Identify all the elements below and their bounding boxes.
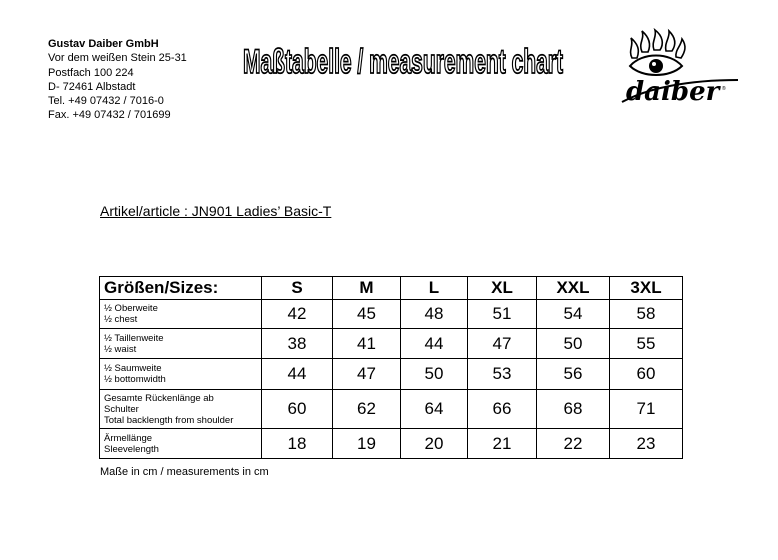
table-cell: 51 <box>468 300 537 329</box>
measure-label: ½ Oberweite ½ chest <box>100 300 262 329</box>
article-title: Artikel/article : JN901 Ladies’ Basic-T <box>100 203 332 219</box>
measure-label: ½ Taillenweite ½ waist <box>100 329 262 359</box>
table-row <box>100 300 683 329</box>
table-cell: 22 <box>537 429 610 459</box>
table-cell: 23 <box>610 429 683 459</box>
company-name: Gustav Daiber GmbH <box>48 38 159 50</box>
table-cell: 45 <box>333 300 401 329</box>
logo-text: daiber <box>626 77 720 107</box>
daiber-logo <box>618 30 740 110</box>
svg-text:®: ® <box>722 86 726 92</box>
size-header: L <box>401 277 468 300</box>
table-cell: 18 <box>262 429 333 459</box>
address-line: D- 72461 Albstadt <box>48 80 136 93</box>
units-footnote: Maße in cm / measurements in cm <box>100 466 269 478</box>
table-cell: 64 <box>401 390 468 429</box>
table-cell: 47 <box>333 359 401 390</box>
daiber-eye-flame-logo-icon <box>618 30 740 110</box>
table-cell: 71 <box>610 390 683 429</box>
table-row <box>100 359 683 390</box>
table-cell: 54 <box>537 300 610 329</box>
company-address-block <box>48 37 187 123</box>
table-cell: 68 <box>537 390 610 429</box>
table-cell: 38 <box>262 329 333 359</box>
table-row <box>100 429 683 459</box>
table-cell: 42 <box>262 300 333 329</box>
table-cell: 55 <box>610 329 683 359</box>
address-line: Postfach 100 224 <box>48 66 134 79</box>
table-cell: 50 <box>401 359 468 390</box>
table-cell: 44 <box>401 329 468 359</box>
table-cell: 60 <box>610 359 683 390</box>
phone-line: Tel. +49 07432 / 7016-0 <box>48 95 164 108</box>
table-cell: 50 <box>537 329 610 359</box>
table-row <box>100 329 683 359</box>
table-cell: 58 <box>610 300 683 329</box>
table-cell: 47 <box>468 329 537 359</box>
page-title <box>240 40 566 82</box>
measure-label: Gesamte Rückenlänge ab Schulter Total backlength from shoulder <box>100 390 262 429</box>
table-cell: 62 <box>333 390 401 429</box>
page-title-text: Maßtabelle / measurement chart <box>243 42 564 81</box>
table-cell: 48 <box>401 300 468 329</box>
table-cell: 20 <box>401 429 468 459</box>
fax-line: Fax. +49 07432 / 701699 <box>48 109 171 122</box>
table-cell: 66 <box>468 390 537 429</box>
table-cell: 60 <box>262 390 333 429</box>
measure-label: Ärmellänge Sleevelength <box>100 429 262 459</box>
table-row <box>100 390 683 429</box>
size-header: 3XL <box>610 277 683 300</box>
size-table <box>99 276 683 459</box>
table-cell: 53 <box>468 359 537 390</box>
size-header: S <box>262 277 333 300</box>
table-cell: 21 <box>468 429 537 459</box>
size-header: M <box>333 277 401 300</box>
table-cell: 44 <box>262 359 333 390</box>
sizes-corner-label: Größen/Sizes: <box>100 277 262 300</box>
table-cell: 56 <box>537 359 610 390</box>
size-header-row <box>100 277 683 300</box>
size-header: XL <box>468 277 537 300</box>
table-cell: 41 <box>333 329 401 359</box>
table-cell: 19 <box>333 429 401 459</box>
measure-label: ½ Saumweite ½ bottomwidth <box>100 359 262 390</box>
address-line: Vor dem weißen Stein 25-31 <box>48 52 187 65</box>
size-header: XXL <box>537 277 610 300</box>
